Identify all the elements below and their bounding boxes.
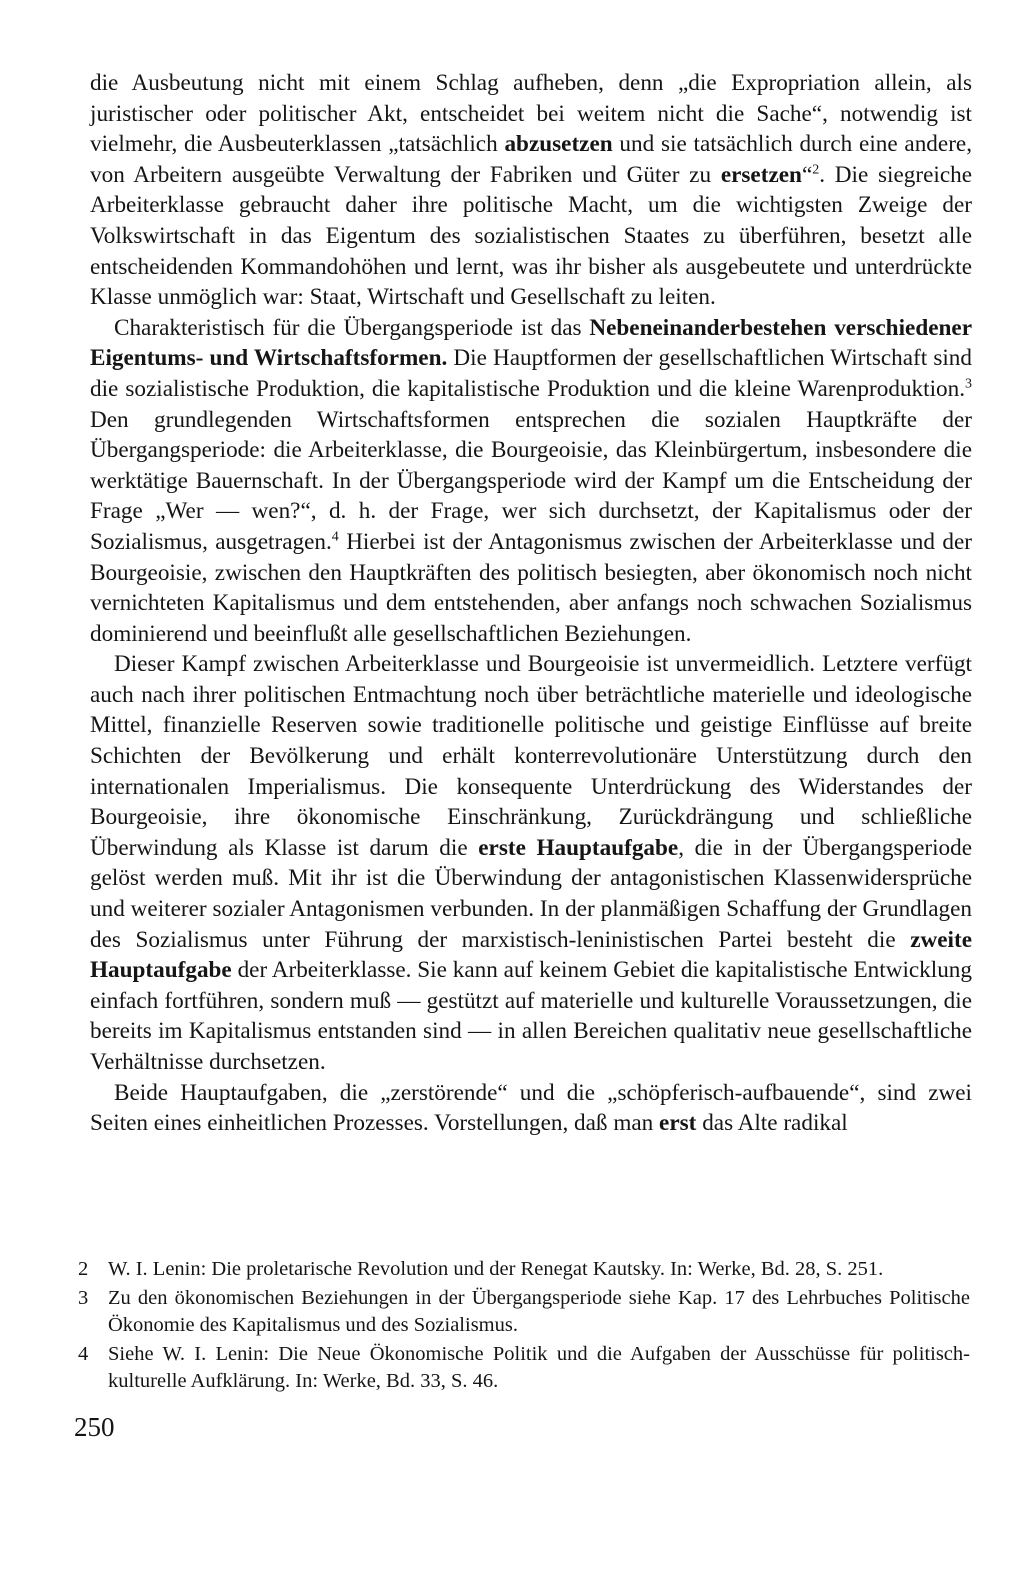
footnote-number: 2 [78,1258,89,1280]
text-run: Dieser Kampf zwischen Arbeiterklasse und Bourgeoisie ist unvermeidlich. Letztere verfügt auch nach ihrer politischen Entmachtung noch über beträchtliche materielle und ideologische Mittel, finanzielle Reserven sowie traditionelle politische und geistige Einflüsse auf breite Schichten der Bevölkerung und erhält konterrevolutionäre Unterstützung durch den internationalen Imperialismus. Die konsequente Unterdrückung des Widerstandes der Bourgeoisie, ihre ökonomische Einschränkung, Zurückdrängung und schließliche Überwindung als Klasse ist darum die [90,651,972,861]
text-run: Beide Hauptaufgaben, die „zerstörende“ und die „schöpferisch-aufbauende“, sind zwei Seiten eines einheitlichen Prozesses. Vorstellungen, daß man [90,1079,972,1137]
text-run: Die Hauptformen der gesellschaftlichen Wirtschaft sind die sozialistische Produktion, die kapitalistische Produktion und die kleine Warenproduktion. [90,345,972,402]
emphasized-text: abzusetzen [504,131,613,158]
emphasized-text: erst [659,1110,697,1137]
text-run: . Die siegreiche Arbeiterklasse gebraucht daher ihre politische Macht, um die wichtigsten Zweige der Volkswirtschaft in das Eigentum des sozialistischen Staates zu überführen, besetzt alle entscheidenden Kommandohöhen und lernt, was ihr bisher als ausgebeutete und unterdrückte Klasse unmöglich war: Staat, Wirtschaft und Gesellschaft zu leiten. [90,161,973,311]
emphasized-text: erste Hauptaufgabe [478,834,679,861]
text-run: der Arbeiterklasse. Sie kann auf keinem Gebiet die kapitalistische Entwicklung einfach fortführen, sondern muß — gestützt auf materielle und kulturelle Voraussetzungen, die bereits im Kapitalismus entstanden sind — in allen Bereichen qualitativ neue gesellschaftliche Verhältnisse durchsetzen. [90,957,972,1075]
text-run: Den grundlegenden Wirtschaftsformen entsprechen die sozialen Hauptkräfte der Übergangsperiode: die Arbeiterklasse, die Bourgeoisie, das Kleinbürgertum, insbesondere die werktätige Bauernschaft. In der Übergangsperiode wird der Kampf um die Entscheidung der Frage „Wer — wen?“, d. h. der Frage, wer sich durchsetzt, der Kapitalismus oder der Sozialismus, ausgetragen. [90,406,972,555]
emphasized-text: ersetzen [720,161,802,188]
emphasized-text: zweite Hauptaufgabe [90,926,972,984]
text-run: Charakteristisch für die Übergangsperiode ist das [114,314,590,341]
body-text [90,68,972,1139]
paragraph [90,1078,972,1139]
page-number: 250 [74,1412,115,1442]
text-run: “ [801,161,813,188]
text-run: und sie tatsächlich durch eine andere, von Arbeitern ausgeübte Verwaltung der Fabriken und Güter zu [90,131,973,188]
footnote [78,1285,970,1339]
emphasized-text: Nebeneinanderbestehen verschiedener Eigentums- und Wirtschaftsformen. [90,314,972,372]
paragraph [90,313,972,650]
text-run: die Ausbeutung nicht mit einem Schlag aufheben, denn „die Expropriation allein, als juristischer oder politischer Akt, entscheidet bei weitem nicht die Sache“, notwendig ist vielmehr, die Ausbeuterklassen „tatsächlich [90,70,972,158]
text-run: , die in der Übergangsperiode gelöst werden muß. Mit ihr ist die Überwindung der antagonistischen Klassenwidersprüche und weiterer sozialer Antagonismen verbunden. In der planmäßigen Schaffung der Grundlagen des Sozialismus unter Führung der marxistisch-leninistischen Partei besteht die [90,834,972,953]
footnote-reference: 4 [331,529,339,545]
footnote-number: 4 [78,1343,89,1365]
footnote-text: Siehe W. I. Lenin: Die Neue Ökonomische Politik und die Aufgaben der Ausschüsse für politisch-kulturelle Aufklärung. In: Werke, Bd. 33, S. 46. [108,1343,970,1392]
footnotes [78,1256,970,1397]
footnote-text: W. I. Lenin: Die proletarische Revolution und der Renegat Kautsky. In: Werke, Bd. 28, S. 251. [108,1258,884,1280]
text-run: Hierbei ist der Antagonismus zwischen der Arbeiterklasse und der Bourgeoisie, zwischen den Hauptkräften des politisch besiegten, aber ökonomisch noch nicht vernichteten Kapitalismus und dem entstehenden, aber anfangs noch schwachen Sozialismus dominierend und beeinflußt alle gesellschaftlichen Beziehungen. [90,528,972,647]
paragraph [90,649,972,1077]
footnote-reference: 2 [812,162,820,178]
footnote-number: 3 [78,1287,89,1309]
text-run: das Alte radikal [696,1110,848,1137]
footnote-text: Zu den ökonomischen Beziehungen in der Übergangsperiode siehe Kap. 17 des Lehrbuches Politische Ökonomie des Kapitalismus und des Sozialismus. [108,1287,970,1336]
paragraph [90,68,972,313]
footnote [78,1341,970,1395]
footnote-reference: 3 [965,376,972,392]
footnote [78,1256,970,1283]
